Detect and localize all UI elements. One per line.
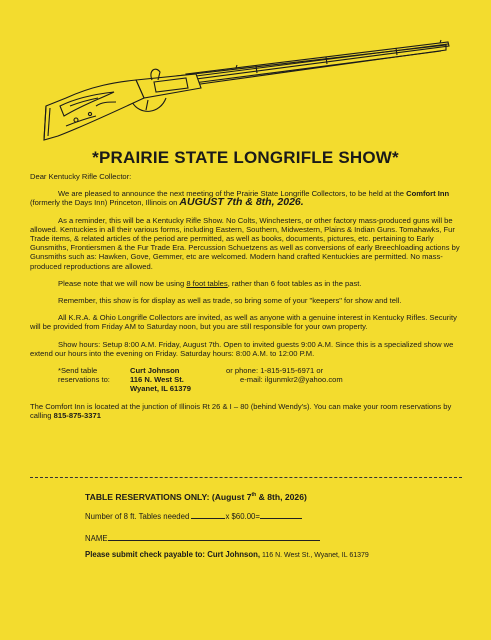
longrifle-illustration	[36, 36, 456, 148]
name-row: NAME	[85, 532, 465, 544]
tables-needed-row: Number of 8 ft. Tables needed x $60.00=	[85, 510, 465, 522]
rules-paragraph: As a reminder, this will be a Kentucky Rifle Show. No Colts, Winchesters, or other factory mass-produced guns will be allowed. Kentuckies in all their various forms, including Eastern, Southern, Midwestern, Plains & Indian Guns. Tomahawks, Fur Trade items, & related articles of the period are permitted, as well as books, documents, pictures, etc. pertaining to Early Gunsmiths, Frontiersmen & the Fur Trade Era. Percussion Schuetzens as well as conversions of early Breechloading actions by Gunsmiths such as: Hawken, Gove, Gemmer, etc are welcomed. Modern hand crafted Kentuckies are permitted. No mass-produced reproductions are allowed.	[30, 215, 460, 271]
table-size-text: 8 foot tables	[186, 278, 228, 288]
reservation-address: Curt Johnson 116 N. West St. Wyanet, IL 61379	[130, 366, 191, 394]
show-hours-paragraph: Show hours: Setup 8:00 A.M. Friday, August 7th. Open to invited guests 9:00 A.M. Since this is a specialized show we extend our hours into the evening on Friday. Saturday hours: 8:00 A.M. to 12:00 P.M.	[30, 339, 454, 358]
tables-count-blank[interactable]	[191, 510, 225, 519]
hotel-paragraph: The Comfort Inn is located at the junction of Illinois Rt 26 & I – 80 (behind Wendy's). You can make your room reservations by calling 815-875-3371	[30, 401, 452, 420]
cut-line	[30, 477, 462, 478]
display-paragraph: Remember, this show is for display as well as trade, so bring some of your "keepers" for show and tell.	[58, 296, 402, 306]
name-blank[interactable]	[108, 532, 320, 541]
venue-name: Comfort Inn	[406, 189, 450, 199]
contact-phone: 1-815-915-6971 or	[260, 366, 324, 376]
table-note-paragraph: Please note that we will now be using 8 foot tables, rather than 6 foot tables as in the past.	[58, 278, 362, 288]
hotel-phone: 815-875-3371	[53, 410, 101, 420]
reservation-contact	[30, 366, 466, 394]
total-amount-blank[interactable]	[260, 510, 302, 519]
invitation-paragraph: All K.R.A. & Ohio Longrifle Collectors are invited, as well as anyone with a genuine interest in Kentucky Rifles. Security will be provided from Friday AM to Saturday noon, but you are still responsible for your own property.	[30, 313, 457, 332]
salutation: Dear Kentucky Rifle Collector:	[30, 172, 132, 181]
reservation-form	[85, 490, 465, 561]
announcement-paragraph: We are pleased to announce the next meeting of the Prairie State Longrifle Collectors, to be held at the Comfort Inn (formerly the Days Inn) Princeton, Illinois on AUGUST 7th & 8th, 2026.	[30, 189, 450, 209]
reservation-label: *Send table reservations to:	[58, 366, 110, 385]
show-date: AUGUST 7th & 8th, 2026.	[179, 196, 304, 209]
show-title: *PRAIRIE STATE LONGRIFLE SHOW*	[92, 148, 399, 167]
contact-email[interactable]: ilgunmkr2@yahoo.com	[264, 375, 343, 385]
letter-body	[30, 172, 466, 420]
form-heading: TABLE RESERVATIONS ONLY: (August 7th & 8th, 2026)	[85, 491, 307, 502]
payable-line: Please submit check payable to: Curt Johnson, 116 N. West St., Wyanet, IL 61379	[85, 549, 369, 559]
reservation-contact-methods: or phone: 1-815-915-6971 or e-mail: ilgunmkr2@yahoo.com	[226, 366, 343, 385]
